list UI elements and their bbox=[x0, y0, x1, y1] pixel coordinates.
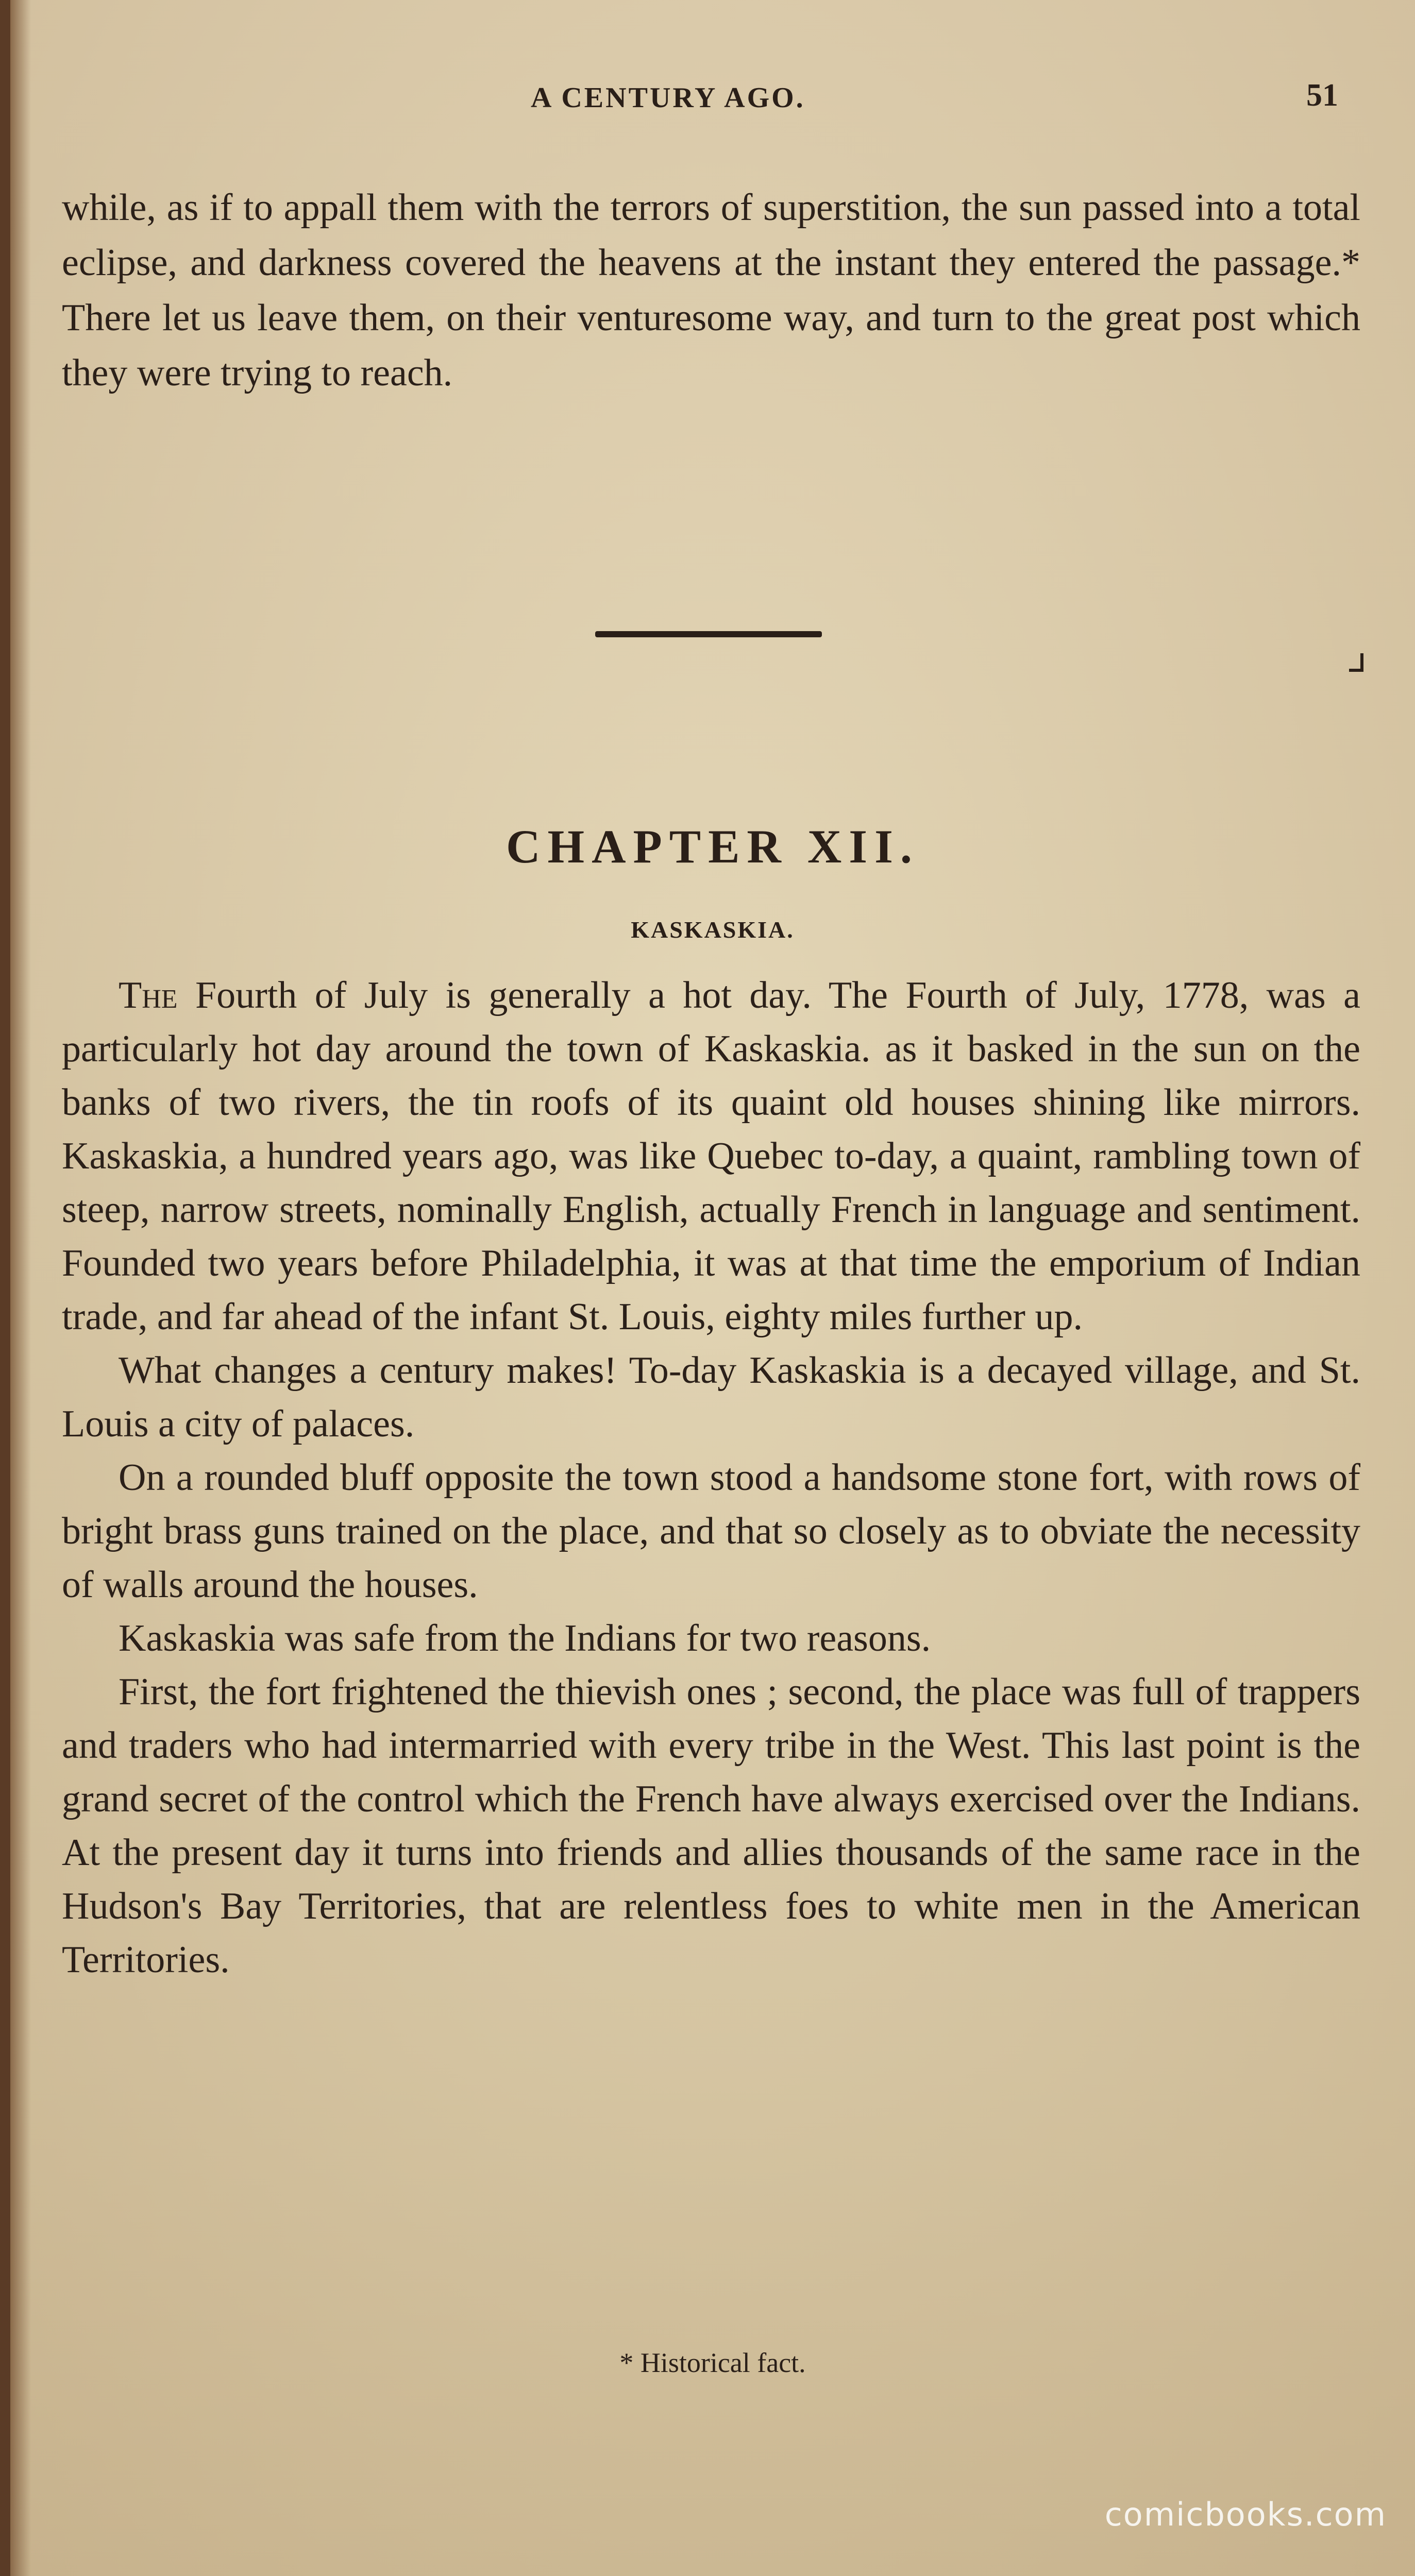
chapter-paragraph bbox=[62, 969, 1360, 1344]
page-gutter-shadow bbox=[10, 0, 31, 2576]
page-number: 51 bbox=[1306, 78, 1338, 113]
running-head: A CENTURY AGO. bbox=[531, 82, 805, 114]
chapter-paragraph: Kaskaskia was safe from the Indians for two reasons. bbox=[119, 1617, 931, 1659]
paragraph-text: Fourth of July is generally a hot day. The Fourth of July, 1778, was a particularly hot day around the town of Kaskaskia. as it basked in the sun on the banks of two rivers, the tin roofs of its quaint old houses shining like mirrors. Kaskaskia, a hundred years ago, was like Quebec to-day, a quaint, rambling town of steep, narrow streets, nominally English, actually French in language and sentiment. Founded two years before Philadelphia, it was at that time the emporium of Indian trade, and far ahead of the infant St. Louis, eighty miles further up. bbox=[62, 974, 1360, 1338]
page-header bbox=[10, 77, 1415, 134]
continued-paragraph-block bbox=[62, 180, 1360, 401]
watermark: comicbooks.com bbox=[1104, 2496, 1387, 2533]
chapter-paragraph: First, the fort frightened the thievish ones ; second, the place was full of trappers and traders who had intermarried with every tribe in the West. This last point is the grand secret of the control which the French have always exercised over the Indians. At the present day it turns into friends and allies thousands of the same race in the Hudson's Bay Territories, that are relentless foes to white men in the American Territories. bbox=[62, 1671, 1360, 1981]
chapter-subtitle: KASKASKIA. bbox=[631, 917, 795, 943]
chapter-title: CHAPTER XII. bbox=[506, 820, 919, 873]
chapter-body bbox=[62, 969, 1360, 1987]
margin-mark bbox=[1349, 653, 1363, 672]
opening-word: The bbox=[119, 974, 178, 1016]
section-divider-rule bbox=[595, 631, 822, 637]
chapter-paragraph: What changes a century makes! To-day Kaskaskia is a decayed village, and St. Louis a city of palaces. bbox=[62, 1349, 1360, 1445]
book-page bbox=[10, 0, 1415, 2576]
chapter-paragraph: On a rounded bluff opposite the town stood a handsome stone fort, with rows of bright brass guns trained on the place, and that so closely as to obviate the necessity of walls around the houses. bbox=[62, 1456, 1360, 1606]
continued-paragraph: while, as if to appall them with the terrors of superstition, the sun passed into a total eclipse, and darkness covered the heavens at the instant they entered the passage.* There let us leave them, on their venturesome way, and turn to the great post which they were trying to reach. bbox=[62, 187, 1360, 394]
footnote: * Historical fact. bbox=[619, 2347, 806, 2378]
